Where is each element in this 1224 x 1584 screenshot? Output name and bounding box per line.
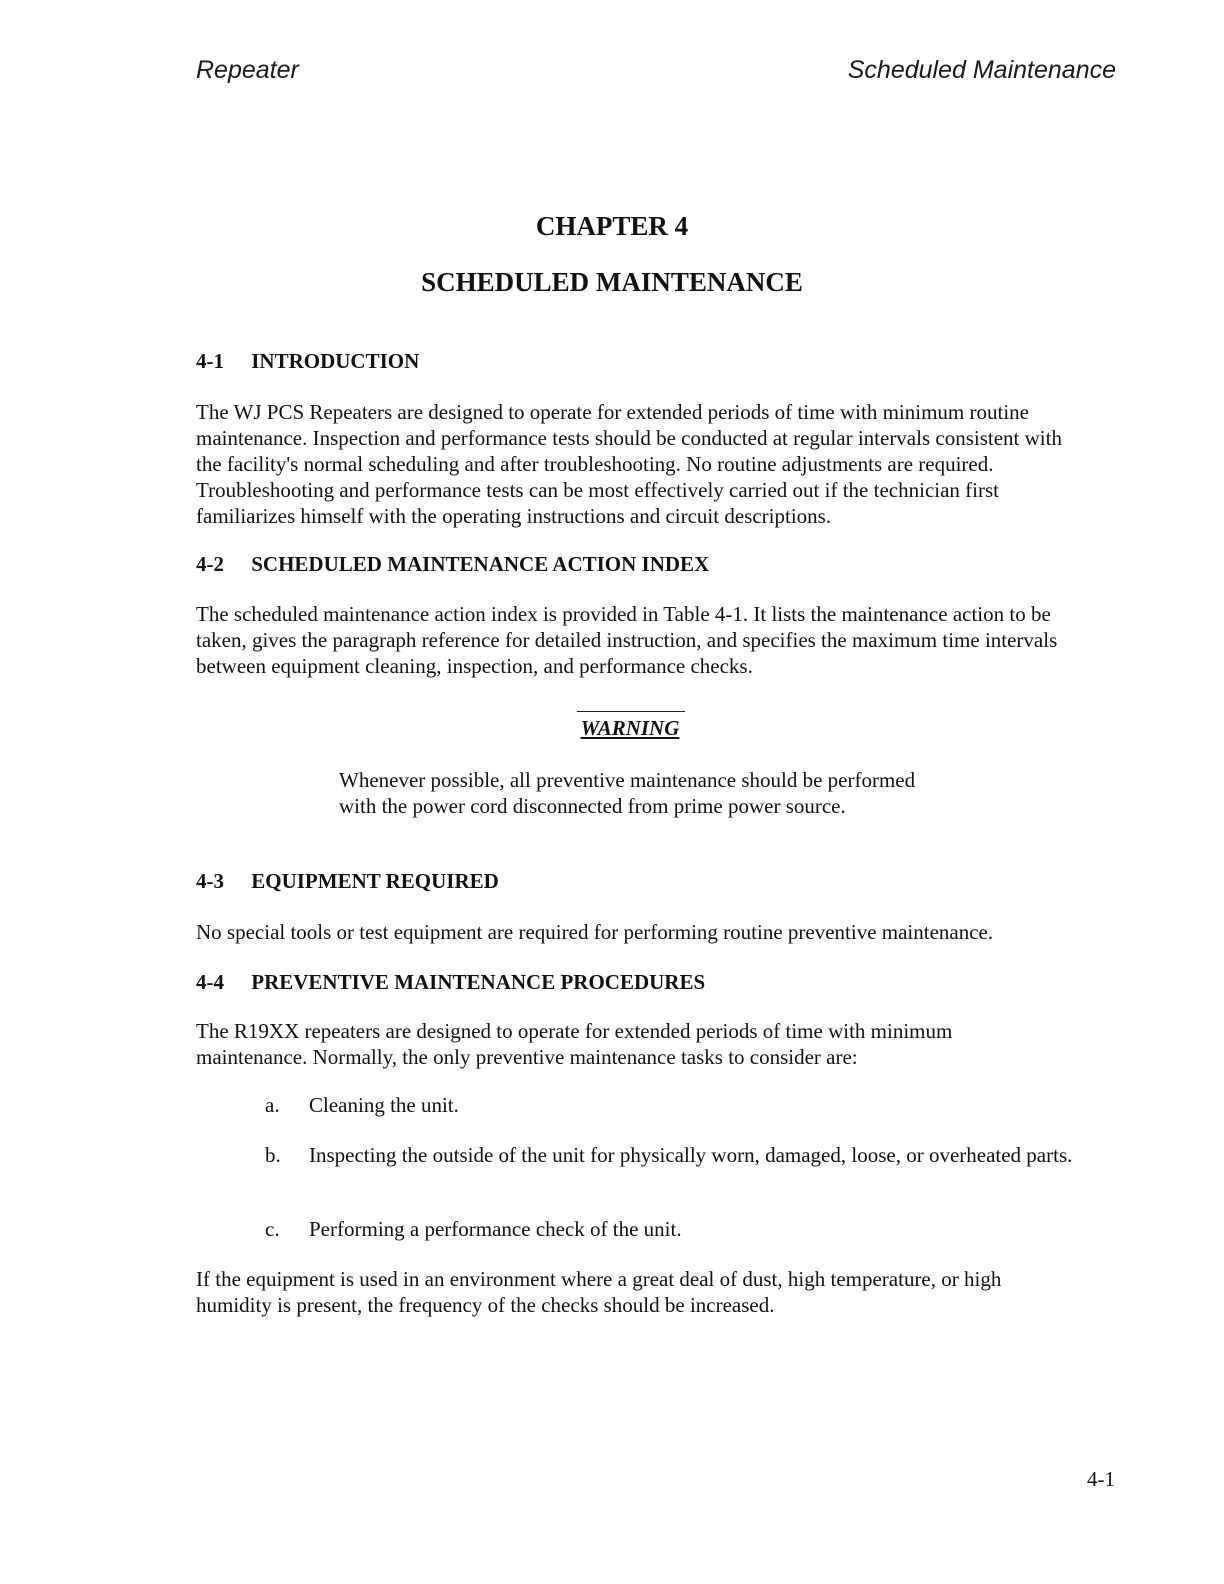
warning-rule	[577, 711, 685, 712]
list-item-text: Performing a performance check of the unit.	[309, 1217, 682, 1241]
equipment-paragraph: No special tools or test equipment are required for performing routine preventive maintenance.	[196, 920, 994, 944]
list-item-label: b.	[265, 1143, 281, 1167]
chapter-number: CHAPTER 4	[535, 211, 689, 241]
section-heading-4-1	[196, 349, 419, 374]
running-header-right: Scheduled Maintenance	[847, 56, 1116, 84]
list-item-label: c.	[265, 1217, 280, 1241]
section-title: EQUIPMENT REQUIRED	[251, 869, 499, 893]
section-heading-4-2	[196, 552, 709, 577]
section-title: PREVENTIVE MAINTENANCE PROCEDURES	[251, 970, 706, 994]
section-number: 4-3	[196, 869, 224, 893]
action-index-paragraph: The scheduled maintenance action index is provided in Table 4-1. It lists the maintenance action to be taken, gives the paragraph reference for detailed instruction, and specifies the maximum time intervals between equipment cleaning, inspection, and performance checks.	[196, 602, 1058, 678]
section-title: INTRODUCTION	[251, 349, 420, 373]
section-number: 4-2	[196, 552, 224, 576]
section-heading-4-3	[196, 869, 499, 894]
list-item-text: Cleaning the unit.	[309, 1093, 459, 1117]
section-number: 4-1	[196, 349, 224, 373]
warning-title: WARNING	[580, 716, 680, 740]
warning-body: Whenever possible, all preventive maintenance should be performed with the power cord disconnected from prime power source.	[339, 768, 916, 818]
closing-paragraph: If the equipment is used in an environment where a great deal of dust, high temperature, or high humidity is present, the frequency of the checks should be increased.	[196, 1267, 1002, 1317]
chapter-title: SCHEDULED MAINTENANCE	[421, 267, 803, 297]
page-number: 4-1	[1087, 1467, 1115, 1491]
section-number: 4-4	[196, 970, 224, 994]
procedures-paragraph: The R19XX repeaters are designed to operate for extended periods of time with minimum maintenance. Normally, the only preventive maintenance tasks to consider are:	[196, 1019, 953, 1069]
list-item-label: a.	[265, 1093, 280, 1117]
section-title: SCHEDULED MAINTENANCE ACTION INDEX	[251, 552, 710, 576]
section-heading-4-4	[196, 970, 705, 995]
running-header-left: Repeater	[196, 56, 299, 84]
intro-paragraph: The WJ PCS Repeaters are designed to operate for extended periods of time with minimum routine maintenance. Inspection and performance tests should be conducted at regular intervals consistent with the facility's normal scheduling and after troubleshooting. No routine adjustments are required. Troubleshooting and performance tests can be most effectively carried out if the technician first familiarizes himself with the operating instructions and circuit descriptions.	[196, 400, 1062, 528]
list-item-text: Inspecting the outside of the unit for physically worn, damaged, loose, or overheated parts.	[309, 1143, 1073, 1167]
